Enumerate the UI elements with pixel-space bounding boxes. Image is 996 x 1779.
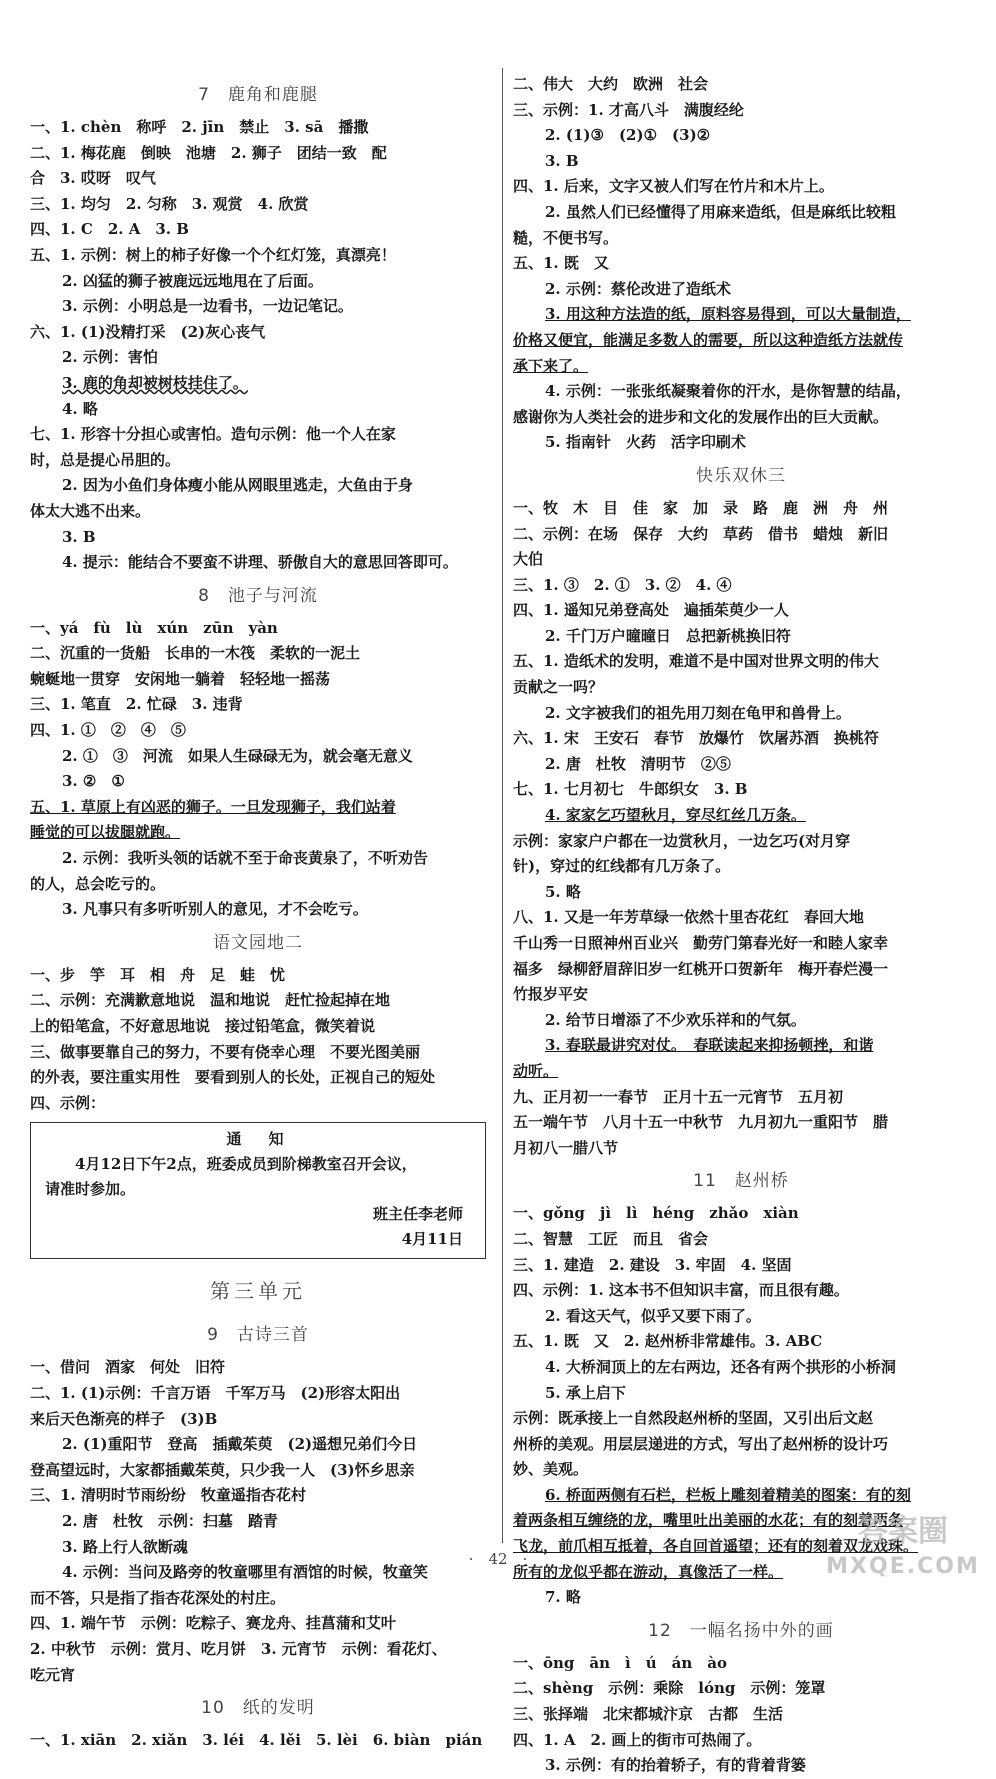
answer-line: 3. B (545, 151, 579, 170)
answer-line: 三、做事要靠自己的努力，不要有侥幸心理 不要光图美丽 (30, 1042, 421, 1061)
answer-line: 二、示例：在场 保存 大约 草药 借书 蜡烛 新旧 (513, 524, 889, 543)
answer-line: 四、1. 后来，文字又被人们写在竹片和木片上。 (513, 177, 834, 196)
answer-line: 八、1. 又是一年芳草绿一依然十里杏花红 春回大地 (513, 908, 864, 927)
answer-line: 一、1. chèn 称呼 2. jīn 禁止 3. sā 播撒 (30, 118, 369, 136)
answer-line: 4. 示例：当问及路旁的牧童哪里有酒馆的时候，牧童笑 (62, 1563, 428, 1582)
answer-line: 2. 看这天气，似乎又要下雨了。 (545, 1306, 761, 1325)
answer-line: 2. (1)重阳节 登高 插戴茱萸 (2)遥想兄弟们今日 (62, 1435, 418, 1454)
answer-line: 六、1. (1)没精打采 (2)灰心丧气 (30, 322, 266, 341)
answer-line: 一、牧 木 目 佳 家 加 录 路 鹿 洲 舟 州 (513, 498, 889, 517)
answer-line: 五、1. 既 又 2. 赵州桥非常雄伟。3. ABC (513, 1332, 823, 1351)
lesson-9-heading: 9 古诗三首 (207, 1325, 309, 1346)
notice-box (30, 1122, 486, 1259)
answer-line: 示例：家家户户都在一边赏秋月，一边乞巧(对月穿 (513, 831, 851, 850)
answer-line: 吃元宵 (30, 1665, 76, 1684)
notice-signature: 班主任李老师 (372, 1205, 463, 1224)
answer-line: 五、1. 造纸术的发明，难道不是中国对世界文明的伟大 (513, 652, 879, 671)
answer-line: 2. 示例：我听头领的话就不至于命丧黄泉了，不听劝告 (62, 849, 428, 868)
answer-line: 而不答，只是指了指杏花深处的村庄。 (30, 1588, 286, 1607)
answer-line: 五、1. 既 又 (513, 254, 609, 273)
answer-line: 动听。 (513, 1061, 559, 1080)
answer-line: 糙，不便书写。 (513, 228, 619, 247)
notice-date: 4月11日 (401, 1230, 463, 1249)
answer-line: 睡觉的可以拔腿就跑。 (30, 823, 181, 842)
answer-line: 竹报岁平安 (513, 985, 589, 1004)
answer-line: 一、ōng ān ì ú án ào (513, 1653, 727, 1672)
column-divider (502, 68, 503, 1543)
unit-3-heading: 第三单元 (210, 1279, 306, 1304)
lesson-11-heading: 11 赵州桥 (693, 1171, 789, 1192)
answer-line: 合 3. 哎呀 叹气 (30, 169, 156, 188)
answer-line: 5. 略 (545, 882, 581, 901)
answer-line: 四、1. ① ② ④ ⑤ (30, 721, 186, 740)
answer-line: 月初八一腊八节 (513, 1138, 619, 1157)
lesson-8-heading: 8 池子与河流 (198, 585, 318, 606)
answer-line: 示例：既承接上一自然段赵州桥的坚固，又引出后文赵 (513, 1409, 874, 1428)
answer-line: 福多 绿柳舒眉辞旧岁一红桃开口贺新年 梅开春烂漫一 (513, 959, 889, 978)
answer-line: 6. 桥面两侧有石栏，栏板上雕刻着精美的图案：有的刻 (545, 1485, 911, 1504)
answer-line: 六、1. 宋 王安石 春节 放爆竹 饮屠苏酒 换桃符 (513, 729, 879, 748)
answer-line: 2. 示例：害怕 (62, 348, 158, 367)
answer-line: 针)，穿过的红线都有几万条了。 (513, 857, 731, 876)
answer-line: 七、1. 七月初七 牛郎织女 3. B (513, 780, 748, 799)
answer-line: 4. 大桥洞顶上的左右两边，还各有两个拱形的小桥洞 (545, 1357, 896, 1376)
yuwen-yuandi-heading: 语文园地二 (213, 932, 303, 953)
answer-line: 3. B (62, 527, 96, 546)
answer-line: 三、1. 清明时节雨纷纷 牧童遥指杏花村 (30, 1486, 306, 1505)
answer-line: 的外表，要注重实用性 要看到别人的长处，正视自己的短处 (30, 1068, 436, 1087)
answer-line: 三、1. 笔直 2. 忙碌 3. 违背 (30, 695, 243, 714)
answer-line: 一、借问 酒家 何处 旧符 (30, 1358, 226, 1377)
answer-line: 2. 唐 杜牧 示例：扫墓 踏青 (62, 1511, 278, 1530)
answer-line: 2. 千门万户曈曈日 总把新桃换旧符 (545, 626, 791, 645)
answer-line: 三、1. ③ 2. ① 3. ② 4. ④ (513, 575, 732, 594)
answer-line: 2. 给节日增添了不少欢乐祥和的气氛。 (545, 1010, 806, 1029)
answer-line: 3. 鹿的角却被树枝挂住了。 (62, 373, 248, 392)
answer-line: 时，总是提心吊胆的。 (30, 450, 181, 469)
answer-line: 3. 示例：有的抬着轿子，有的背着背篓 (545, 1756, 806, 1775)
answer-line: 2. 文字被我们的祖先用刀刻在龟甲和兽骨上。 (545, 703, 851, 722)
answer-line: 四、1. A 2. 画上的街市可热闹了。 (513, 1730, 762, 1749)
answer-line: 所有的龙似乎都在游动，真像活了一样。 (513, 1562, 784, 1581)
answer-line: 上的铅笔盒，不好意思地说 接过铅笔盒，微笑着说 (30, 1017, 376, 1035)
answer-line: 承下来了。 (513, 356, 589, 375)
answer-line: 二、1. 梅花鹿 倒映 池塘 2. 狮子 团结一致 配 (30, 143, 387, 162)
answer-line: 二、1. (1)示例：千言万语 千军万马 (2)形容太阳出 (30, 1383, 401, 1402)
answer-line: 二、示例：充满歉意地说 温和地说 赶忙捡起掉在地 (30, 991, 391, 1010)
left-column (30, 0, 486, 1754)
watermark-text: 答案圈 (858, 1514, 948, 1549)
answer-line: 飞龙，前爪相互抵着，各自回首遥望；还有的刻着双龙戏珠。 (513, 1537, 919, 1556)
right-column (513, 0, 969, 1779)
answer-line: 四、1. 端午节 示例：吃粽子、赛龙舟、挂菖蒲和艾叶 (30, 1614, 396, 1633)
answer-line: 5. 指南针 火药 活字印刷术 (545, 433, 746, 452)
answer-line: 妙、美观。 (513, 1460, 589, 1479)
answer-line: 贡献之一吗？ (513, 678, 604, 697)
answer-line: 2. 唐 杜牧 清明节 ②⑤ (545, 754, 731, 773)
lesson-12-heading: 12 一幅名扬中外的画 (648, 1620, 834, 1641)
answer-line: 三、1. 建造 2. 建设 3. 牢固 4. 坚固 (513, 1255, 792, 1274)
notice-title: 通 知 (226, 1130, 290, 1149)
answer-line: 四、示例：1. 这本书不但知识丰富，而且很有趣。 (513, 1281, 849, 1300)
answer-line: 3. 用这种方法造的纸，原料容易得到，可以大量制造， (545, 305, 911, 324)
answer-line: 三、张择端 北宋都城汴京 古都 生活 (513, 1705, 784, 1724)
answer-line: 一、1. xiān 2. xiǎn 3. léi 4. lěi 5. lèi 6. biàn pián (30, 1731, 483, 1750)
answer-line: 七、1. 形容十分担心或害怕。造句示例：他一个人在家 (30, 425, 396, 444)
answer-line: 三、1. 均匀 2. 匀称 3. 观赏 4. 欣赏 (30, 194, 309, 213)
answer-line: 的人，总会吃亏的。 (30, 874, 166, 893)
kuaile-shuangxiu-heading: 快乐双休三 (696, 465, 786, 486)
answer-line: 一、gǒng jì lì héng zhǎo xiàn (513, 1204, 799, 1223)
answer-line: 2. (1)③ (2)① (3)② (545, 126, 711, 145)
notice-body: 请准时参加。 (45, 1180, 136, 1199)
answer-line: 4. 提示：能结合不要蛮不讲理、骄傲自大的意思回答即可。 (62, 553, 458, 572)
lesson-10-heading: 10 纸的发明 (201, 1698, 315, 1719)
notice-body: 4月12日下午2点，班委成员到阶梯教室召开会议， (75, 1155, 417, 1174)
site-watermark (818, 1514, 988, 1584)
answer-line: 2. 凶猛的狮子被鹿远远地甩在了后面。 (62, 271, 323, 290)
answer-line: 7. 略 (545, 1588, 581, 1607)
answer-line: 3. 凡事只有多听听别人的意见，才不会吃亏。 (62, 900, 368, 919)
answer-line: 州桥的美观。用层层递进的方式，写出了赵州桥的设计巧 (513, 1434, 889, 1453)
answer-line: 5. 承上启下 (545, 1383, 626, 1402)
answer-line: 3. 春联最讲究对仗。 春联读起来抑扬顿挫，和谐 (545, 1036, 874, 1055)
answer-line: 蜿蜒地一贯穿 安闲地一躺着 轻轻地一摇荡 (30, 669, 331, 688)
answer-line: 二、shèng 示例：乘除 lóng 示例：笼罩 (513, 1679, 826, 1698)
answer-line: 一、步 竽 耳 相 舟 足 蛙 忧 (30, 965, 286, 984)
answer-line: 3. 路上行人欲断魂 (62, 1537, 188, 1556)
answer-line: 五一端午节 八月十五一中秋节 九月初九一重阳节 腊 (513, 1113, 889, 1132)
answer-line: 四、1. 遥知兄弟登高处 遍插茱萸少一人 (513, 601, 789, 620)
answer-line: 四、示例： (30, 1093, 106, 1112)
answer-line: 一、yá fù lù xún zūn yàn (30, 618, 278, 637)
answer-line: 三、示例：1. 才高八斗 满腹经纶 (513, 100, 744, 119)
answer-line: 2. ① ③ 河流 如果人生碌碌无为，就会毫无意义 (62, 746, 413, 765)
answer-line: 4. 家家乞巧望秋月，穿尽红丝几万条。 (545, 806, 806, 825)
answer-line: 2. 中秋节 示例：赏月、吃月饼 3. 元宵节 示例：看花灯、 (30, 1639, 447, 1658)
answer-line: 4. 示例：一张张纸凝聚着你的汗水，是你智慧的结晶， (545, 382, 911, 401)
answer-line: 二、伟大 大约 欧洲 社会 (513, 75, 709, 93)
answer-line: 4. 略 (62, 399, 98, 418)
answer-line: 感谢你为人类社会的进步和文化的发展作出的巨大贡献。 (513, 407, 889, 426)
answer-line: 五、1. 草原上有凶恶的狮子。一旦发现狮子，我们站着 (30, 797, 396, 816)
answer-line: 3. 示例：小明总是一边看书，一边记笔记。 (62, 297, 353, 316)
answer-line: 大伯 (513, 550, 544, 569)
answer-line: 来后天色渐亮的样子 (3)B (30, 1409, 218, 1428)
answer-line: 登高望远时，大家都插戴茱萸，只少我一人 (3)怀乡思亲 (30, 1460, 415, 1479)
answer-line: 价格又便宜，能满足多数人的需要，所以这种造纸方法就传 (513, 330, 904, 349)
answer-line: 四、1. C 2. A 3. B (30, 220, 189, 239)
answer-line: 2. 示例：蔡伦改进了造纸术 (545, 279, 731, 298)
answer-line: 2. 虽然人们已经懂得了用麻来造纸，但是麻纸比较粗 (545, 202, 896, 221)
answer-line: 体太大逃不出来。 (30, 501, 151, 520)
page-number: · 42 · (468, 1550, 528, 1568)
answer-line: 千山秀一日照神州百业兴 勤劳门第春光好一和睦人家幸 (513, 934, 889, 952)
answer-line: 九、正月初一一春节 正月十五一元宵节 五月初 (513, 1087, 844, 1106)
answer-line: 2. 因为小鱼们身体瘦小能从网眼里逃走，大鱼由于身 (62, 476, 413, 495)
answer-line: 着两条相互缠绕的龙，嘴里吐出美丽的水花；有的刻着两条 (513, 1511, 904, 1530)
answer-line: 3. ② ① (62, 772, 125, 791)
watermark-url: MXQE.COM (826, 1554, 980, 1579)
answer-line: 二、沉重的一货船 长串的一木筏 柔软的一泥土 (30, 644, 361, 663)
lesson-7-heading: 7 鹿角和鹿腿 (198, 85, 318, 105)
answer-line: 二、智慧 工匠 而且 省会 (513, 1229, 709, 1248)
answer-line: 五、1. 示例：树上的柿子好像一个个红灯笼，真漂亮！ (30, 245, 396, 264)
